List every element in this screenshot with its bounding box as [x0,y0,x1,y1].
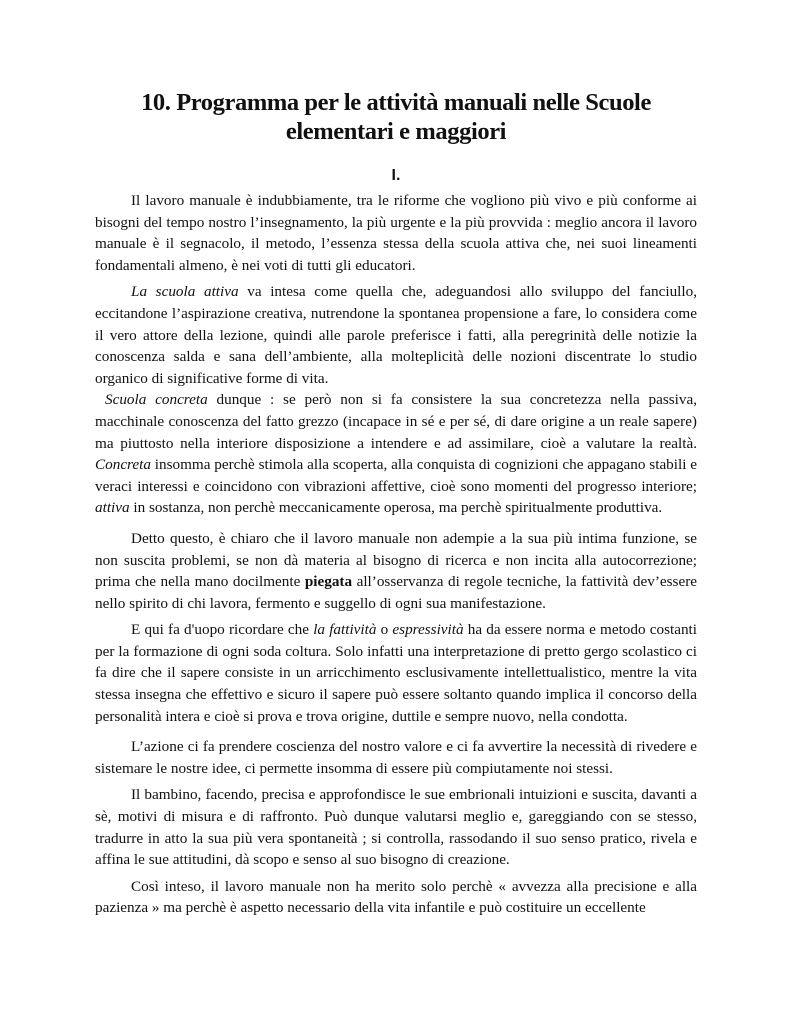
title-line-2: elementari e maggiori [285,118,507,145]
paragraph-4 [95,528,697,614]
section-heading: I. [391,167,401,184]
document-page [95,88,697,919]
strong-piegata: piegata [304,573,353,591]
paragraph-4-text-a: Detto questo, è chiaro che il lavoro manuale non adempie a la sua più intima funzione, se non suscita problemi, se non dà materia al bisogno di ricerca e non incita alla autocorrezione; prima che nella mano docilmente [95,529,697,591]
paragraph-7: Il bambino, facendo, precisa e approfondisce le sue embrionali intuizioni e suscita, davanti a sè, motivi di misura e di raffronto. Può dunque valutarsi meglio e, gareggiando con se stesso, tradurre in atto la sua più vera spontaneità ; si controlla, rassodando il suo senso pratico, rivela e affina le sue attitudini, dà scopo e senso al suo bisogno di creazione. [95,786,697,869]
paragraph-5-text-b: o [376,621,393,639]
paragraph-5 [95,619,697,727]
title-line-1: 10. Programma per le attività manuali nelle Scuole [141,89,651,116]
paragraph-3-text-a: dunque : se però non si fa consistere la sua concretezza nella passiva, macchinale conoscenza del fatto grezzo (incapace in sé e per sé, di dare origine a un reale sapere) ma piuttosto nella interiore disposizione a intendere e ad assimilare, cioè a valutare la realtà. [95,391,698,452]
paragraph-5-text-a: E qui fa d'uopo ricordare che [131,621,314,639]
emphasis-scuola-concreta: Scuola concreta [105,391,208,409]
page-title [95,88,697,146]
emphasis-espressivita: espressività [392,621,464,639]
emphasis-scuola-attiva: La scuola attiva [131,283,239,301]
paragraph-3-text-b: insomma perchè stimola alla scoperta, alla conquista di cognizioni che appagano stabili e veraci interessi e coincidono con vibrazioni affettive, cioè sono momenti del progresso interiore; [95,456,697,495]
paragraph-4-text-b: all’osservanza di regole tecniche, la fattività dev’essere nello spirito di chi lavora, fermento e suggello di ogni sua manifestazione. [95,573,697,612]
paragraph-2 [95,281,697,389]
paragraph-3 [95,389,697,519]
paragraph-1: Il lavoro manuale è indubbiamente, tra le riforme che vogliono più vivo e più conforme ai bisogni del tempo nostro l’insegnamento, la più urgente e la più provvida : meglio ancora il lavoro manuale è il segnacolo, il metodo, l’essenza stessa della scuola attiva che, nei suoi lineamenti fondamentali almeno, è nei voti di tutti gli educatori. [95,192,697,274]
paragraph-8: Così inteso, il lavoro manuale non ha merito solo perchè « avvezza alla precisione e alla pazienza » ma perchè è aspetto necessario della vita infantile e può costituire un eccellente [95,877,697,917]
emphasis-fattivita: la fattività [313,621,377,639]
paragraph-3-text-c: in sostanza, non perchè meccanicamente operosa, ma perchè spiritualmente produttiva. [129,499,663,517]
emphasis-concreta: Concreta [95,456,151,474]
paragraph-2-text: va intesa come quella che, adeguandosi allo sviluppo del fanciullo, eccitandone l’aspirazione creativa, nutrendone la spontanea propensione a fare, lo considera come il vero attore della lezione, quindi alle parole preferisce i fatti, alla peregrinità delle notizie la conoscenza salda e sana dell’ambiente, alla molteplicità delle nozioni discentrate lo studio organico di significative forme di vita. [95,283,698,387]
paragraph-6: L’azione ci fa prendere coscienza del nostro valore e ci fa avvertire la necessità di rivedere e sistemare le nostre idee, ci permette insomma di essere più compiutamente noi stessi. [95,738,697,777]
paragraph-5-text-c: ha da essere norma e metodo costanti per la formazione di ogni soda coltura. Solo infatti una interpretazione di pretto gergo scolastico ci fa dire che il sapere consiste in un arricchimento esclusivamente intellettualistico, mentre la vita stessa insegna che effettivo e sicuro il sapere può essere soltanto quando implica il concorso della personalità intera e cioè si prova e trova origine, duttile e sempre nuovo, nella condotta. [95,621,697,725]
emphasis-attiva: attiva [95,499,130,517]
